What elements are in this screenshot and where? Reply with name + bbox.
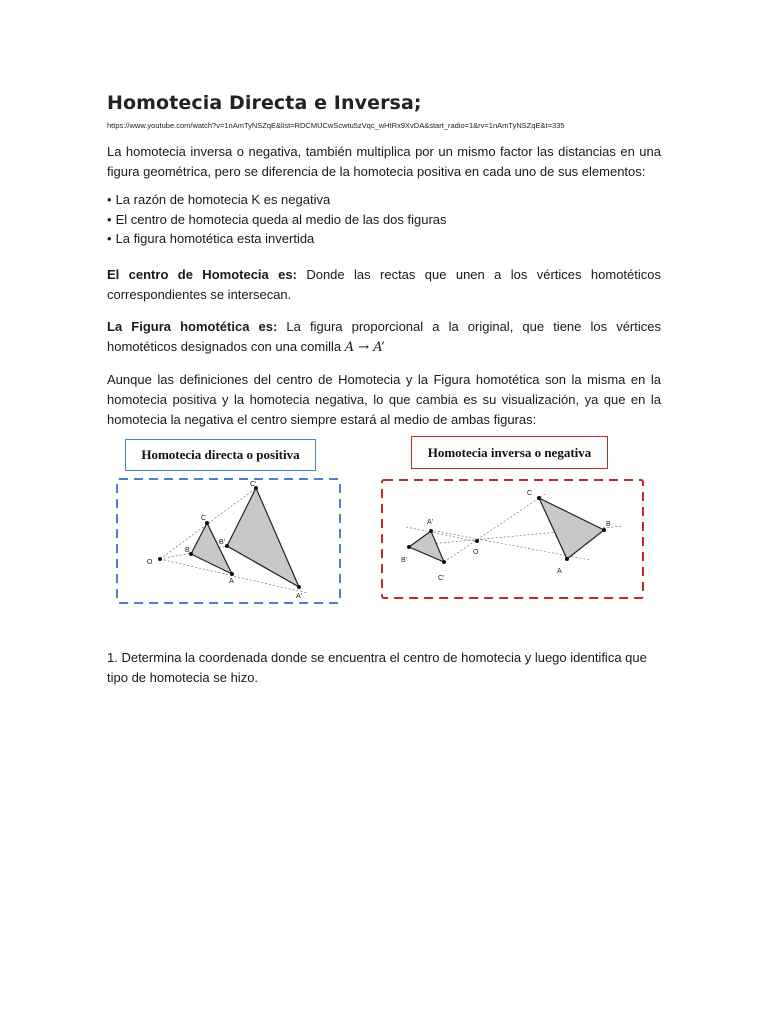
intro-paragraph: La homotecia inversa o negativa, también multiplica por un mismo factor las distancias en una figura geométrica, pero se diferencia de la homotecia positiva en cada uno de sus elementos: [107,144,661,179]
point-label: A' [296,593,303,600]
bullet-icon: • [107,231,112,246]
directa-label: Homotecia directa o positiva [125,439,316,471]
point-label: O [473,549,479,556]
bullet-icon: • [107,192,112,207]
point-label: A [229,578,234,585]
centro-text: Donde las rectas que unen a los vértices homotéticos correspondientes se intersecan. [107,266,662,302]
point-label: B [606,521,611,528]
aunque-paragraph: Aunque las definiciones del centro de Homotecia y la Figura homotética son la misma en la homotecia positiva y la homotecia negativa, lo que cambia es su visualización, ya que en la homotecia la negativa el centro siempre estará al medio de ambas figuras: [107,371,661,427]
page-title: Homotecia Directa e Inversa; [107,92,422,114]
triangle-a2b2c2 [409,531,444,562]
point-label: C' [250,481,257,488]
inversa-diagram [401,490,623,582]
point-label: A' [427,519,434,526]
question-1: 1. Determina la coordenada donde se encuentra el centro de homotecia y luego identifica que tipo de homotecia se hizo. [107,650,647,685]
point-label: B' [219,539,226,546]
figura-label: La Figura homotética es: [107,318,278,334]
triangle-abc [539,498,604,559]
point-label: C [201,515,207,522]
bullet-icon: • [107,211,112,227]
triangle-abc [191,523,232,574]
point-label: C [527,490,533,497]
source-link[interactable]: https://www.youtube.com/watch?v=1nAmTyNSZqE&list=RDCMUCwScwtu5zVqc_wHtRx9XvDA&start_radio=1&rv=1nAmTyNSZqE&t=335 [107,121,565,130]
point-label: B [185,547,190,554]
list-item-text: La figura homotética esta invertida [115,231,315,246]
point-label: C' [438,575,445,582]
centro-label: El centro de Homotecia es: [107,266,297,282]
directa-diagram [147,481,307,600]
point-label: A [557,568,562,575]
triangle-a2b2c2 [227,488,299,587]
point-label: B' [401,557,408,564]
figura-math: A → A’ [344,339,385,355]
list-item-text: El centro de homotecia queda al medio de las dos figuras [115,211,447,227]
point-label: O [147,559,153,566]
figura-text: La figura proporcional a la original, que tiene los vértices homotéticos designados con una comilla [107,318,661,354]
list-item-text: La razón de homotecia K es negativa [115,192,331,207]
inversa-label: Homotecia inversa o negativa [411,436,608,469]
